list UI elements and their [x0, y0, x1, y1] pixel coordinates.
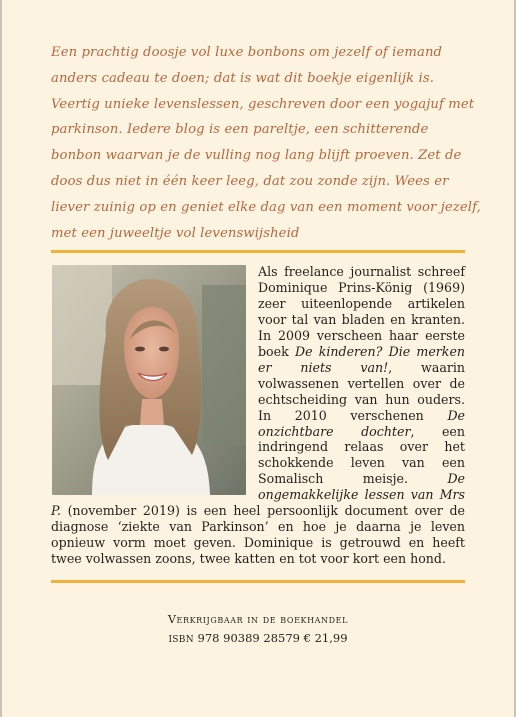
bio-text-3: , een indringend relaas over het schokkende leven van een Somalisch meisje.	[258, 423, 465, 487]
price: € 21,99	[303, 631, 348, 645]
back-cover-blurb	[51, 40, 481, 246]
bio-text-4: (november 2019) is een heel persoonlijk document over de diagnose ‘ziekte van Parkinson’ en hoe je daarna je leven opnieuw vorm moet geven. Dominique is getrouwd en heeft twee volwassen zoons, twee katten en tot voor kort een hond.	[51, 503, 465, 567]
bio-text-1: Als freelance journalist schreef Dominique Prins-König (1969) zeer uiteenlopende artikelen voor tal van bladen en kranten. In 2009 verscheen haar eerste boek	[258, 264, 465, 359]
divider-top	[51, 250, 465, 253]
isbn-label: ISBN	[168, 635, 194, 645]
book-title-3: De ongemakkelijke lessen van Mrs P.	[51, 471, 465, 519]
book-title-2: De onzichtbare dochter	[258, 407, 465, 439]
bio-text-2: , waarin volwassenen vertellen over de echtscheiding van hun ouders. In 2010 verschenen	[258, 359, 465, 423]
author-bio	[51, 264, 465, 567]
photo-space	[51, 264, 245, 496]
availability-text: Verkrijgbaar in de boekhandel	[167, 613, 349, 626]
book-title-1: De kinderen? Die merken er niets van!	[258, 343, 466, 375]
isbn-number: 978 90389 28579	[197, 631, 300, 645]
blurb-text: Een prachtig doosje vol luxe bonbons om jezelf of iemand anders cadeau te doen; dat is wat dit boekje eigenlijk is. Veertig unieke levenslessen, geschreven door een yogajuf met parkinson. Iedere blog is een pareltje, een schitterende bonbon waarvan je de vulling nog lang blijft proeven. Zet de doos dus niet in één keer leeg, dat zou zonde zijn. Wees er liever zuinig op en geniet elke dag van een moment voor jezelf, met een juweeltje vol levenswijsheid	[51, 45, 481, 241]
isbn-line	[0, 630, 516, 649]
availability-block	[0, 612, 516, 649]
divider-bottom	[51, 580, 465, 583]
left-edge	[0, 0, 2, 717]
